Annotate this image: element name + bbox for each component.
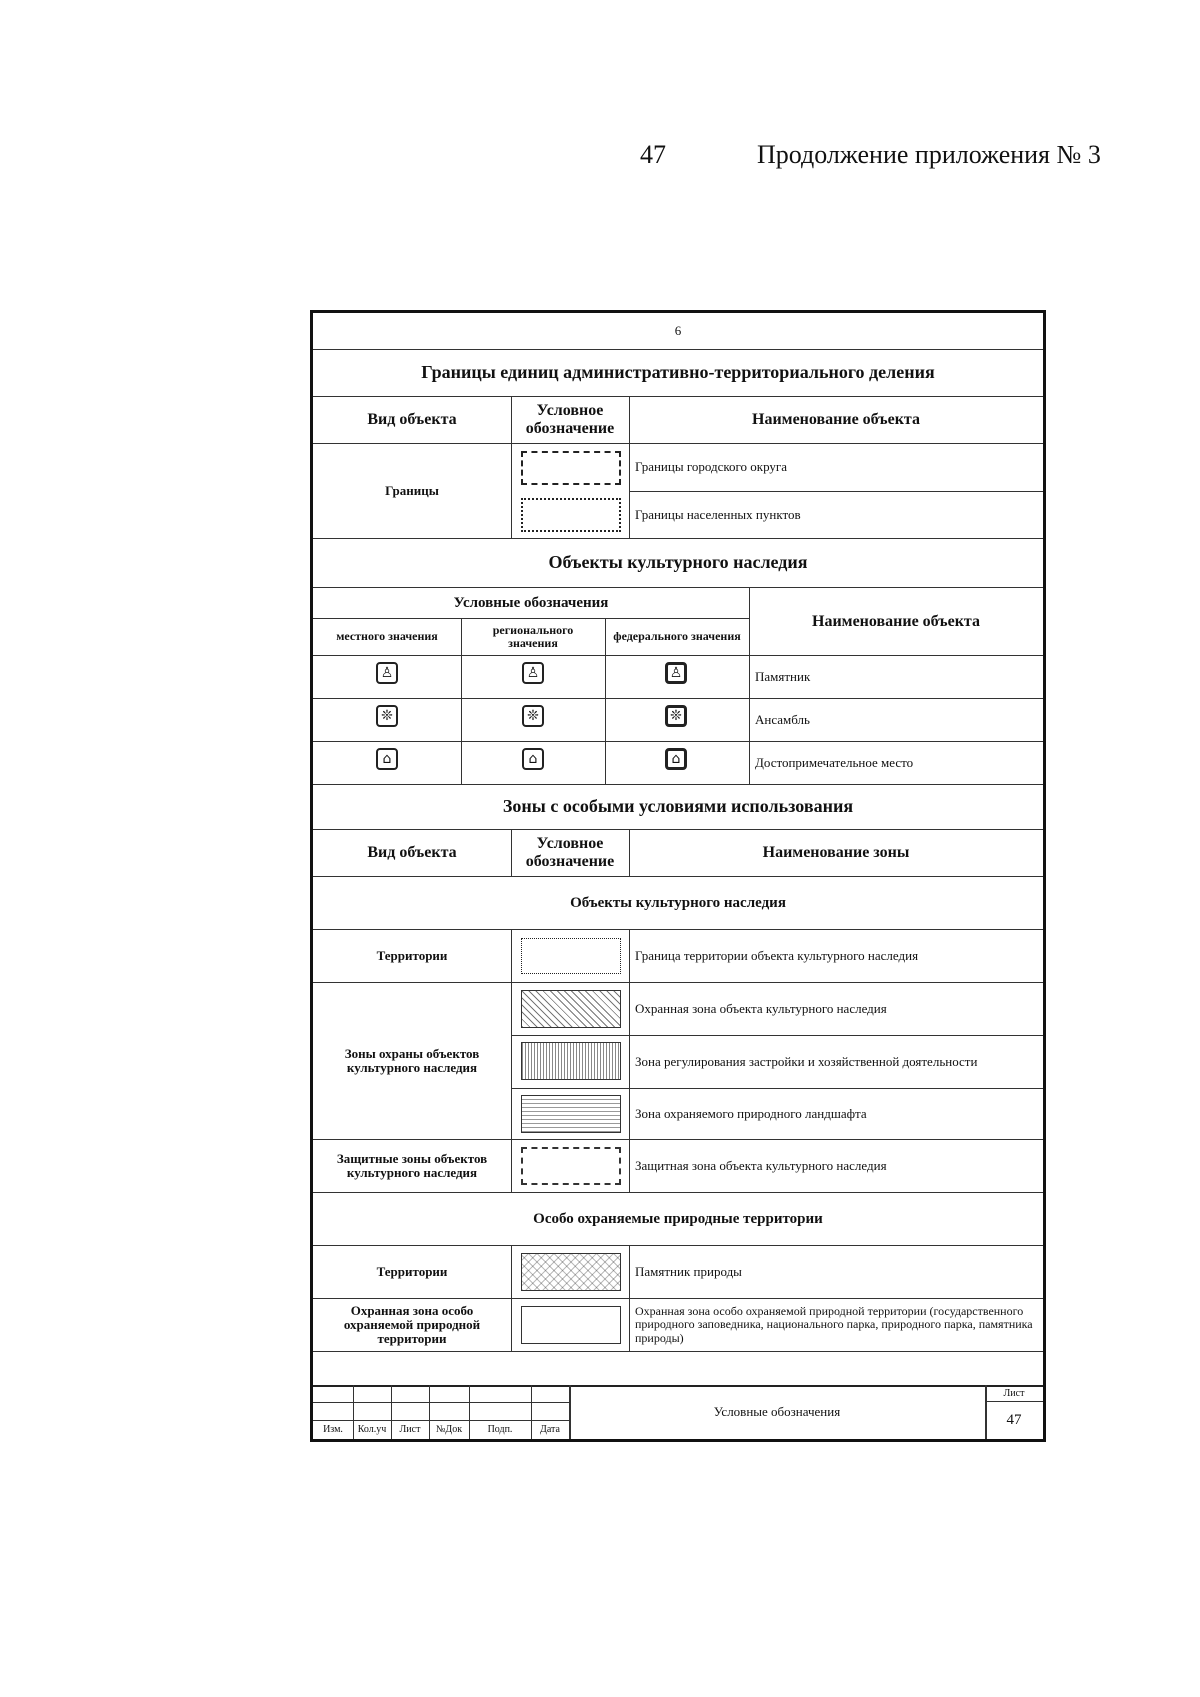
section2-row-2: Ансамбль [755, 711, 810, 727]
section2-col-name: Наименование объекта [812, 612, 980, 630]
section4-title: Особо охраняемые природные территории [533, 1210, 823, 1227]
nature-protection-zone-swatch [521, 1306, 621, 1344]
stamp-title: Условные обозначения [713, 1403, 841, 1419]
section2-col-regional: регионального значения [492, 622, 574, 650]
stamp-sheet-value: 47 [1006, 1412, 1022, 1429]
section3-defense-label: Защитные зоны объектов культурного наследия [336, 1150, 488, 1180]
landmark-icon: ⌂ [376, 748, 398, 770]
section2-col-federal: федерального значения [613, 629, 741, 644]
stamp-col-change: Изм. [323, 1424, 343, 1435]
section2-col-local: местного значения [336, 629, 438, 644]
section1-col-type: Вид объекта [367, 411, 457, 429]
section3-protect-row-2: Зона регулирования застройки и хозяйственной доятельности [635, 1053, 978, 1069]
sheet-frame [310, 310, 1046, 1442]
page-caption: Продолжение приложения № 3 [757, 140, 1101, 169]
section2-col-symbols: Условные обозначения [453, 594, 609, 611]
stamp-col-date: Дата [540, 1424, 560, 1435]
landmark-icon: ⌂ [665, 748, 687, 770]
monument-icon: ♙ [522, 662, 544, 684]
section3-col-type: Вид объекта [367, 844, 457, 862]
nature-monument-swatch [521, 1253, 621, 1291]
settlement-border-swatch [521, 498, 621, 532]
section3-title: Зоны с особыми условиями использования [502, 796, 854, 817]
landscape-zone-swatch [521, 1095, 621, 1133]
section3-territory-row: Граница территории объекта культурного наследия [635, 947, 919, 963]
section1-row-1: Границы городского округа [635, 459, 788, 475]
section3-subtitle: Объекты культурного наследия [570, 894, 786, 911]
section3-protect-row-3: Зона охраняемого природного ландшафта [635, 1105, 867, 1121]
monument-icon: ♙ [376, 662, 398, 684]
section1-col-name: Наименование объекта [752, 411, 920, 429]
landmark-icon: ⌂ [522, 748, 544, 770]
section2-row-3: Достопримечательное место [755, 754, 914, 770]
section1-group-label: Границы [385, 482, 439, 498]
section4-zone-row: Охранная зона особо охраняемой природной территории (государственного природного заповедника, национального парка, природного парка, памятника природы) [635, 1304, 1033, 1345]
section2-row-1: Памятник [755, 668, 811, 684]
city-district-border-swatch [521, 451, 621, 485]
page-number: 47 [640, 140, 666, 169]
ensemble-icon: ❊ [665, 705, 687, 727]
section3-protect-row-1: Охранная зона объекта культурного наследия [635, 1000, 887, 1016]
section3-col-symbol: Условное обозначение [525, 835, 615, 870]
section3-protect-label: Зоны охраны объектов культурного наследия [344, 1045, 480, 1075]
section3-defense-row: Защитная зона объекта культурного наследия [635, 1157, 887, 1173]
section3-col-name: Наименование зоны [762, 844, 910, 862]
stamp-sheet-label: Лист [1003, 1387, 1025, 1399]
stamp-col-doc: №Док [435, 1424, 463, 1435]
section4-territory-label: Территории [376, 1263, 448, 1279]
stamp-col-sheet: Лист [399, 1424, 421, 1435]
ensemble-icon: ❊ [522, 705, 544, 727]
sheet-top-number: 6 [674, 322, 682, 338]
section1-col-symbol: Условное обозначение [525, 402, 615, 437]
stamp-col-sign: Подп. [487, 1424, 513, 1435]
monument-icon: ♙ [665, 662, 687, 684]
ensemble-icon: ❊ [376, 705, 398, 727]
section1-title: Границы единиц административно-территориального деления [421, 362, 935, 383]
section2-title: Объекты культурного наследия [548, 552, 808, 573]
section1-row-2: Границы населенных пунктов [635, 506, 801, 522]
heritage-territory-swatch [521, 938, 621, 974]
stamp-col-count: Кол.уч [357, 1424, 387, 1435]
section4-zone-label: Охранная зона особо охраняемой природной территории [343, 1302, 481, 1347]
defense-zone-swatch [521, 1147, 621, 1185]
development-regulation-zone-swatch [521, 1042, 621, 1080]
protection-zone-swatch [521, 990, 621, 1028]
section4-territory-row: Памятник природы [635, 1263, 742, 1279]
section3-territory-label: Территории [376, 947, 448, 963]
